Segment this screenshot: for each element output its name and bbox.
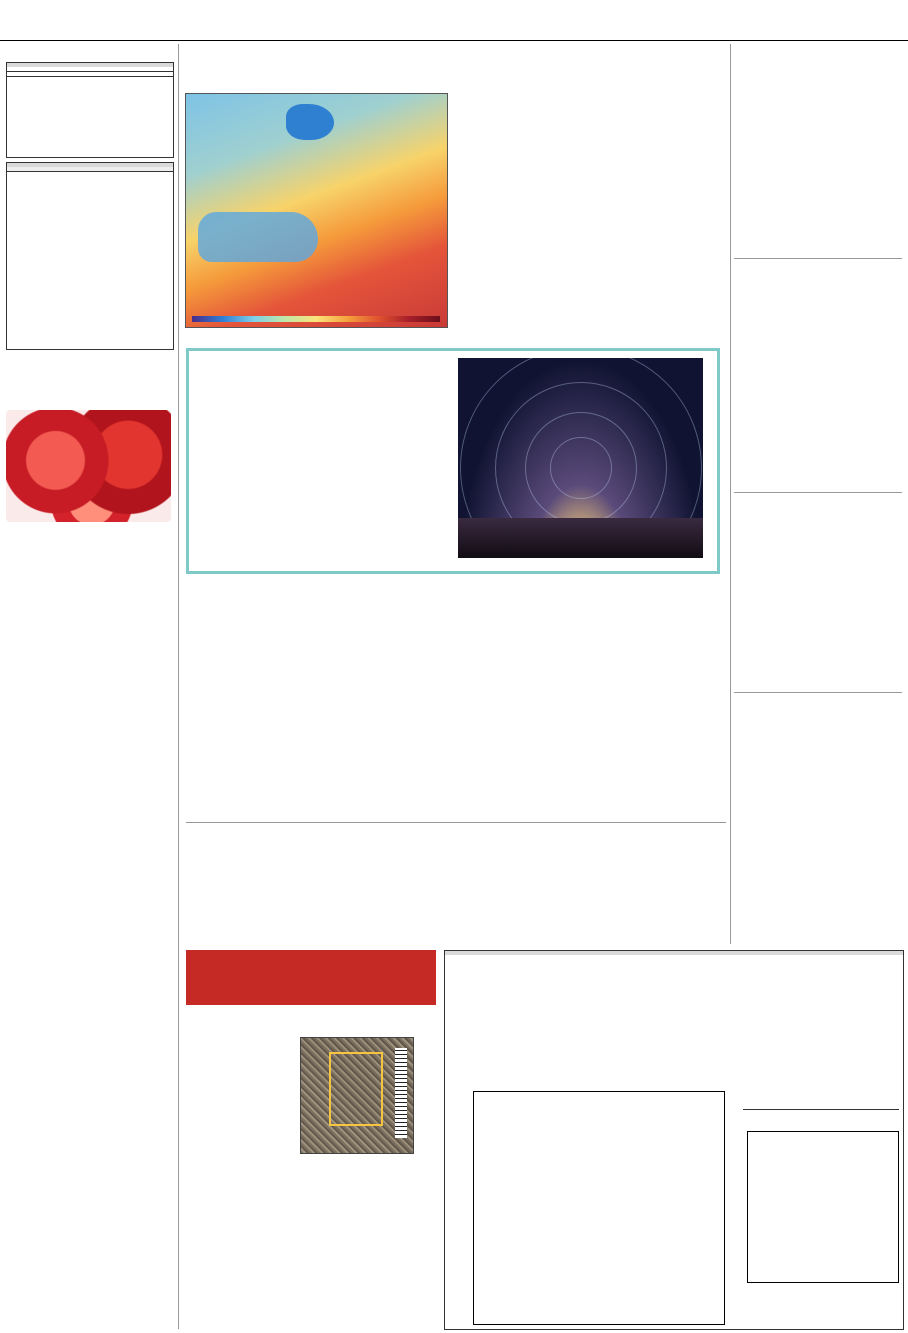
article-body <box>186 830 726 922</box>
page-header <box>0 0 908 41</box>
voice-box-body <box>7 77 173 123</box>
pomegranate-photo <box>6 410 171 522</box>
caspian-sea-shape <box>286 104 334 140</box>
pomegranate-article <box>6 528 172 1328</box>
crossword-section <box>444 950 904 1330</box>
feature-text <box>199 451 455 563</box>
letters-box-body <box>7 176 173 272</box>
inscription-headline-line2 <box>186 958 436 961</box>
article-war-aid <box>734 496 902 690</box>
crossword-title <box>445 951 903 955</box>
letters-box <box>6 162 174 350</box>
article-divider <box>734 258 902 259</box>
crossword-down <box>449 967 695 1073</box>
solution-title <box>743 1105 899 1110</box>
crossword-grid[interactable] <box>473 1091 725 1325</box>
column-divider <box>178 44 179 1329</box>
inscription-headline-line1 <box>186 950 436 958</box>
article-drug-seizure <box>734 46 902 256</box>
crossword-solution-grid <box>747 1131 899 1283</box>
article-crime-stats <box>186 578 726 818</box>
article-body <box>186 582 726 792</box>
inscription-headline-box <box>186 950 436 1005</box>
lead-body-col1 <box>600 94 726 339</box>
crossword-row-numbers <box>727 1091 741 1323</box>
crossword-column-numbers <box>473 1079 723 1091</box>
article-divider <box>734 492 902 493</box>
meteor-shower-photo <box>458 358 703 558</box>
persian-gulf-shape <box>198 212 318 262</box>
column-divider <box>730 44 731 944</box>
article-mazandaran-murder <box>734 696 902 936</box>
map-color-scale <box>192 316 440 322</box>
article-eye-vitamins <box>186 826 726 944</box>
article-dastgheib-street <box>734 262 902 490</box>
temperature-anomaly-map <box>185 93 448 328</box>
voice-box <box>6 62 174 158</box>
article-divider <box>734 692 902 693</box>
lead-body-col2 <box>454 94 594 339</box>
letters-box-note <box>7 167 173 172</box>
crossword-across <box>699 967 899 1073</box>
article-divider <box>186 822 726 823</box>
inscription-photo <box>300 1037 414 1154</box>
